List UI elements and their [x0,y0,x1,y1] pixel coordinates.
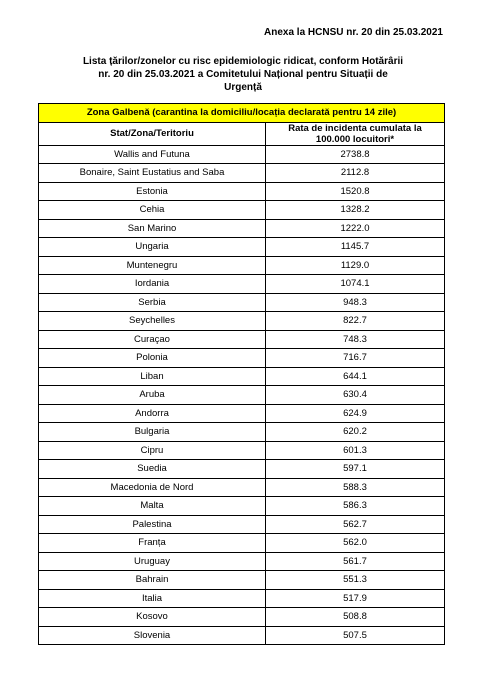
table-row [39,497,445,516]
heading-line-3: Urgență [224,82,262,93]
document-heading [48,55,438,94]
rate-cell: 1520.8 [266,182,445,201]
country-cell: San Marino [39,219,266,238]
country-cell: Bulgaria [39,423,266,442]
table-body [39,145,445,645]
annex-title: Anexa la HCNSU nr. 20 din 25.03.2021 [264,27,443,38]
table-row [39,293,445,312]
table-row [39,238,445,257]
rate-cell: 1074.1 [266,275,445,294]
table-row [39,515,445,534]
rate-cell: 597.1 [266,460,445,479]
table-row [39,441,445,460]
country-cell: Slovenia [39,626,266,645]
rate-cell: 588.3 [266,478,445,497]
country-cell: Uruguay [39,552,266,571]
country-cell: Palestina [39,515,266,534]
rate-cell: 630.4 [266,386,445,405]
rate-cell: 562.7 [266,515,445,534]
rate-cell: 1222.0 [266,219,445,238]
table-row [39,330,445,349]
rate-column-header [266,122,445,145]
table-row [39,164,445,183]
country-cell: Muntenegru [39,256,266,275]
rate-cell: 1145.7 [266,238,445,257]
table-row [39,367,445,386]
country-cell: Andorra [39,404,266,423]
rate-header-line-1: Rata de incidenta cumulata la [288,122,422,134]
table-row [39,219,445,238]
country-cell: Ungaria [39,238,266,257]
rate-cell: 644.1 [266,367,445,386]
risk-countries-table [38,103,445,645]
rate-cell: 551.3 [266,571,445,590]
country-cell: Cipru [39,441,266,460]
rate-cell: 601.3 [266,441,445,460]
table-row [39,386,445,405]
country-cell: Serbia [39,293,266,312]
heading-line-1: Lista țărilor/zonelor cu risc epidemiologic ridicat, conform Hotărârii [82,56,404,67]
rate-cell: 624.9 [266,404,445,423]
table-row [39,589,445,608]
country-cell: Macedonia de Nord [39,478,266,497]
rate-cell: 586.3 [266,497,445,516]
table-row [39,275,445,294]
table-row [39,571,445,590]
rate-cell: 1129.0 [266,256,445,275]
rate-cell: 508.8 [266,608,445,627]
country-cell: Curaçao [39,330,266,349]
country-cell: Polonia [39,349,266,368]
heading-line-2: nr. 20 din 25.03.2021 a Comitetului Național pentru Situații de [98,69,388,80]
zone-label: Zona Galbenă (carantina la domiciliu/locația declarată pentru 14 zile) [39,104,445,123]
rate-cell: 716.7 [266,349,445,368]
table-row [39,145,445,164]
country-column-header: Stat/Zona/Teritoriu [39,122,266,145]
table-row [39,552,445,571]
table-row [39,478,445,497]
country-cell: Estonia [39,182,266,201]
table-header-row [39,122,445,145]
zone-row [39,104,445,123]
table-row [39,608,445,627]
country-cell: Bonaire, Saint Eustatius and Saba [39,164,266,183]
table-row [39,256,445,275]
country-cell: Franța [39,534,266,553]
table-row [39,626,445,645]
rate-cell: 1328.2 [266,201,445,220]
country-cell: Bahrain [39,571,266,590]
table-row [39,534,445,553]
country-cell: Aruba [39,386,266,405]
table-row [39,201,445,220]
table-row [39,404,445,423]
country-cell: Kosovo [39,608,266,627]
table-row [39,312,445,331]
rate-cell: 562.0 [266,534,445,553]
country-cell: Malta [39,497,266,516]
rate-cell: 561.7 [266,552,445,571]
country-cell: Iordania [39,275,266,294]
rate-cell: 2738.8 [266,145,445,164]
rate-cell: 748.3 [266,330,445,349]
rate-cell: 948.3 [266,293,445,312]
rate-cell: 507.5 [266,626,445,645]
country-cell: Seychelles [39,312,266,331]
country-cell: Cehia [39,201,266,220]
country-cell: Wallis and Futuna [39,145,266,164]
rate-cell: 620.2 [266,423,445,442]
country-cell: Suedia [39,460,266,479]
table-row [39,182,445,201]
rate-cell: 517.9 [266,589,445,608]
table-row [39,423,445,442]
rate-header-line-2: 100.000 locuitori* [315,133,395,145]
rate-cell: 2112.8 [266,164,445,183]
country-cell: Italia [39,589,266,608]
table-row [39,460,445,479]
rate-cell: 822.7 [266,312,445,331]
country-cell: Liban [39,367,266,386]
table-row [39,349,445,368]
